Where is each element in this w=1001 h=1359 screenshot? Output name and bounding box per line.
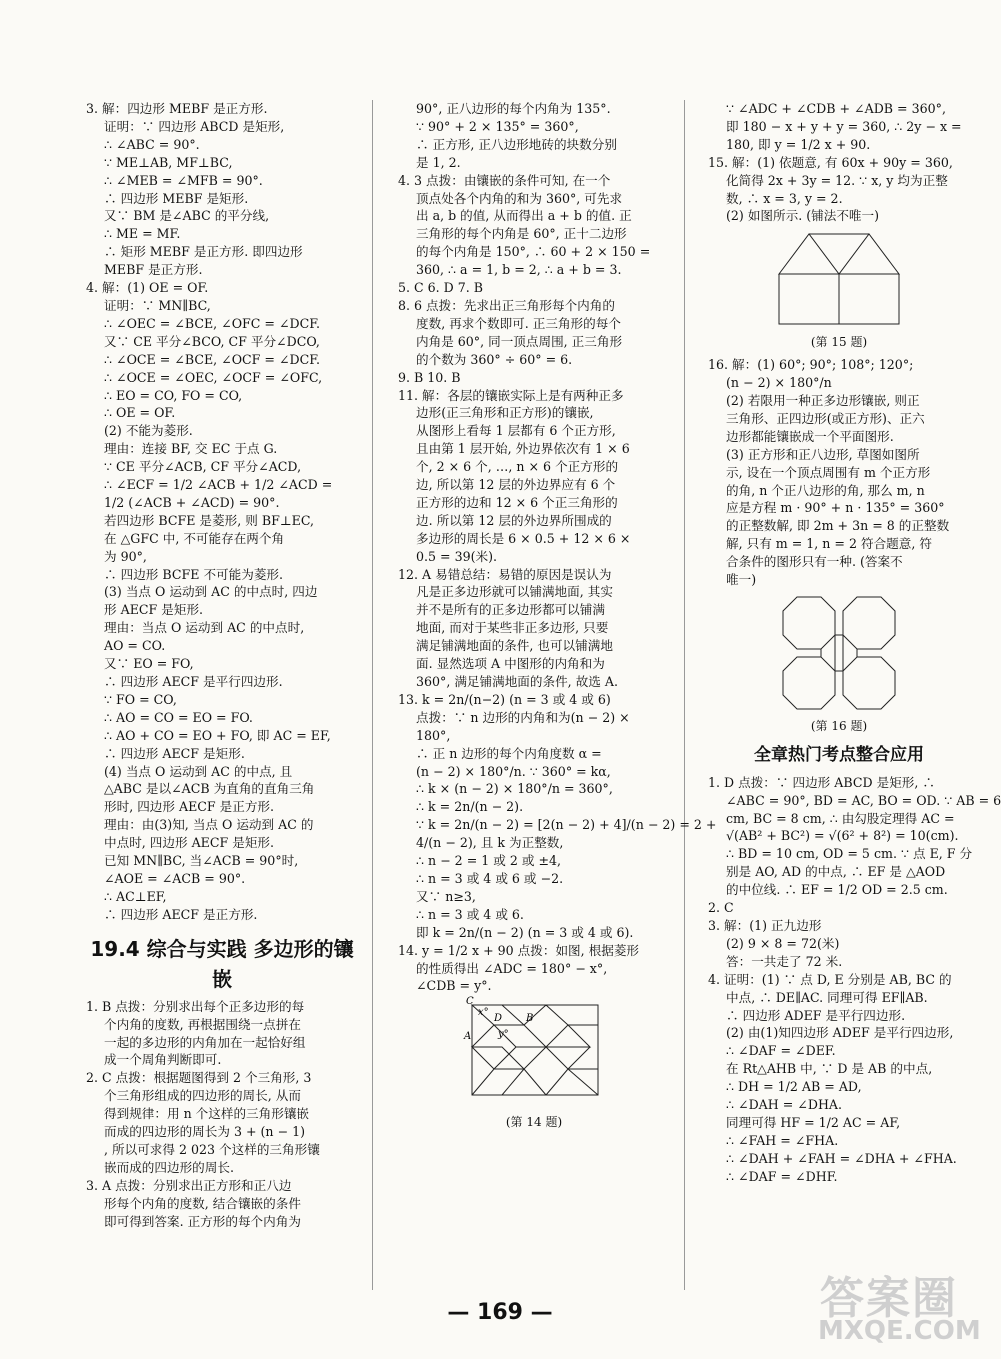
text-line: 数, ∴ x = 3, y = 2.	[726, 190, 843, 206]
fig14-label-x: x°	[478, 1007, 489, 1019]
text-line: 多边形的周长是 6 × 0.5 + 12 × 6 ×	[416, 530, 631, 546]
answers-19-4-cont	[398, 100, 717, 995]
text-line: 别是 AO, AD 的中点, ∴ EF 是 △AOD	[726, 864, 946, 880]
text-line: 化简得 2x + 3y = 12. ∵ x, y 均为正整	[726, 172, 948, 188]
text-line: ∴ ∠ABC = 90°.	[104, 136, 200, 152]
text-line: (2) 若限用一种正多边形镶嵌, 则正	[726, 392, 920, 408]
text-line: AO = CO.	[104, 638, 166, 654]
text-line: 在 △GFC 中, 不可能存在两个角	[104, 530, 285, 546]
text-line: 360, ∴ a = 1, b = 2, ∴ a + b = 3.	[416, 262, 622, 278]
text-line: ∴ 四边形 AECF 是平行四边形.	[104, 674, 283, 689]
column-divider	[372, 100, 373, 1290]
column-middle	[398, 100, 717, 1136]
column-divider	[684, 100, 685, 1290]
text-line: ∴ 正方形, 正八边形地砖的块数分别	[416, 136, 617, 152]
fig14-label-y: y°	[498, 1029, 509, 1041]
section-title: 19.4 综合与实践 多边形的镶嵌	[90, 936, 354, 991]
text-line: ∴ ∠ECF = 1/2 ∠ACB + 1/2 ∠ACD =	[104, 477, 333, 493]
text-line: 16. 解：(1) 60°; 90°; 108°; 120°;	[708, 357, 914, 373]
text-line: ∴ 四边形 BCFE 不可能为菱形.	[104, 566, 284, 582]
text-line: ∴ ME = MF.	[104, 226, 181, 242]
text-line: (2) 如图所示. (铺法不唯一)	[726, 208, 880, 224]
text-line: 形 AECF 是矩形.	[104, 602, 204, 618]
text-line: 中点时, 四边形 AECF 是矩形.	[104, 835, 275, 851]
text-line: 即 k = 2n/(n − 2) (n = 3 或 4 或 6).	[416, 924, 634, 940]
text-line: 为 90°,	[104, 548, 147, 564]
text-line: 正方形的边和 12 × 6 个正三角形的	[416, 494, 618, 510]
page-number: — 169 —	[447, 1300, 553, 1325]
text-line: 8. 6 点拨：先求出正三角形每个内角的	[398, 297, 615, 313]
text-line: 得到规律：用 n 个这样的三角形镶嵌	[104, 1106, 310, 1122]
text-line: 地面, 而对于某些非正多边形, 只要	[416, 620, 609, 636]
text-line: (3) 当点 O 运动到 AC 的中点时, 四边	[104, 584, 318, 600]
watermark-site: MXQE.COM	[818, 1316, 981, 1346]
text-line: ∴ AC⊥EF,	[104, 888, 167, 904]
text-line: 13. k = 2n/(n−2) (n = 3 或 4 或 6)	[398, 691, 611, 707]
text-line: 即 180 − x + y + y = 360, ∴ 2y − x =	[726, 118, 962, 134]
text-line: 又∵ n≥3,	[416, 888, 476, 904]
text-line: ∴ AO = CO = EO = FO.	[104, 709, 253, 725]
text-line: 在 Rt△AHB 中, ∵ D 是 AB 的中点,	[726, 1061, 933, 1077]
text-line: 边形都能镶嵌成一个平面图形.	[726, 428, 894, 444]
text-line: 证明：∵ 四边形 ABCD 是矩形,	[104, 118, 285, 134]
text-line: (n − 2) × 180°/n	[726, 375, 832, 391]
text-line: ∴ 四边形 AECF 是正方形.	[104, 906, 258, 922]
figure-14	[398, 996, 670, 1132]
figure-15	[708, 229, 970, 352]
text-line: 点拨：∵ n 边形的内角和为(n − 2) ×	[416, 709, 630, 725]
text-line: 的个数为 360° ÷ 60° = 6.	[416, 351, 573, 367]
text-line: ∠ABC = 90°, BD = AC, BO = OD. ∵ AB = 6	[726, 792, 1001, 808]
text-line: 15. 解：(1) 依题意, 有 60x + 90y = 360,	[708, 154, 953, 170]
text-line: 180, 即 y = 1/2 x + 90.	[726, 136, 871, 152]
text-line: ∵ ME⊥AB, MF⊥BC,	[104, 154, 233, 170]
text-line: ∴ AO + CO = EO + FO, 即 AC = EF,	[104, 727, 331, 743]
column-left	[86, 100, 358, 1230]
text-line: 凡是正多边形就可以铺满地面, 其实	[416, 584, 613, 600]
text-line: (2) 不能为菱形.	[104, 423, 193, 439]
text-line: ∴ ∠DAH + ∠FAH = ∠DHA + ∠FHA.	[726, 1150, 957, 1166]
text-line: (4) 当点 O 运动到 AC 的中点, 且	[104, 763, 293, 779]
text-line: 唯一)	[726, 572, 757, 588]
text-line: (3) 正方形和正八边形, 草图如图所	[726, 446, 920, 462]
text-line: ∵ k = 2n/(n − 2) = [2(n − 2) + 4]/(n − 2) = 2 +	[416, 817, 717, 833]
text-line: 面. 显然选项 A 中图形的内角和为	[416, 656, 605, 672]
text-line: ∴ 正 n 边形的每个内角度数 α =	[416, 745, 602, 761]
text-line: ∴ ∠OCE = ∠OEC, ∠OCF = ∠OFC,	[104, 369, 323, 385]
text-line: 边. 所以第 12 层的外边界所围成的	[416, 512, 612, 528]
text-line: 1. D 点拨：∵ 四边形 ABCD 是矩形, ∴	[708, 774, 935, 790]
text-line: ∴ 四边形 MEBF 是矩形.	[104, 190, 249, 206]
text-line: 4/(n − 2), 且 k 为正整数,	[416, 835, 564, 851]
text-line: ∴ OE = OF.	[104, 405, 176, 421]
text-line: 1. B 点拨：分别求出每个正多边形的每	[86, 998, 305, 1014]
text-line: 边形(正三角形和正方形)的镶嵌,	[416, 405, 594, 421]
text-line: 2. C	[708, 900, 734, 916]
text-line: ∴ ∠OEC = ∠BCE, ∠OFC = ∠DCF.	[104, 315, 321, 331]
text-line: ∵ CE 平分∠ACB, CF 平分∠ACD,	[104, 459, 302, 475]
text-line: ∴ ∠DAF = ∠DHF.	[726, 1168, 838, 1184]
text-line: 理由：由(3)知, 当点 O 运动到 AC 的	[104, 817, 314, 833]
text-line: 并不是所有的正多边形都可以铺满	[416, 602, 605, 618]
text-line: 已知 MN∥BC, 当∠ACB = 90°时,	[104, 853, 299, 869]
text-line: 一起的多边形的内角加在一起恰好组	[104, 1034, 306, 1050]
text-line: 而成的四边形的周长为 3 + (n − 1)	[104, 1124, 306, 1140]
text-line: (2) 9 × 8 = 72(米)	[726, 935, 840, 951]
text-line: ∴ ∠OCE = ∠BCE, ∠OCF = ∠DCF.	[104, 351, 321, 367]
text-line: 中点, ∴ DE∥AC. 同理可得 EF∥AB.	[726, 989, 928, 1005]
text-line: ∴ 四边形 AECF 是矩形.	[104, 745, 245, 761]
text-line: 4. 证明：(1) ∵ 点 D, E 分别是 AB, BC 的	[708, 971, 952, 987]
answers-16	[708, 356, 970, 589]
text-line: △ABC 是以∠ACB 为直角的直角三角	[104, 781, 315, 797]
text-line: 示, 设在一个顶点周围有 m 个正方形	[726, 464, 931, 480]
section2-title: 全章热门考点整合应用	[754, 744, 924, 765]
text-line: 解, 只有 m = 1, n = 2 符合题意, 符	[726, 536, 932, 552]
text-line: 形时, 四边形 AECF 是正方形.	[104, 799, 275, 815]
text-line: 180°,	[416, 727, 451, 743]
text-line: 2. C 点拨：根据题图得到 2 个三角形, 3	[86, 1070, 312, 1086]
figure-14-caption: (第 14 题)	[505, 1115, 563, 1130]
text-line: ∴ ∠MEB = ∠MFB = 90°.	[104, 172, 263, 188]
text-line: 合条件的图形只有一种. (答案不	[726, 554, 903, 570]
text-line: 又∵ BM 是∠ABC 的平分线,	[104, 208, 270, 224]
text-line: 个内角的度数, 再根据围绕一点拼在	[104, 1016, 301, 1032]
text-line: 若四边形 BCFE 是菱形, 则 BF⊥EC,	[104, 512, 315, 528]
text-line: , 所以可求得 2 023 个这样的三角形镶	[104, 1141, 320, 1157]
text-line: 12. A 易错总结：易错的原因是误认为	[398, 566, 612, 582]
text-line: 满足铺满地面的条件, 也可以铺满地	[416, 638, 613, 654]
text-line: 出 a, b 的值, 从而得出 a + b 的值. 正	[416, 208, 632, 224]
figure-15-caption: (第 15 题)	[810, 335, 868, 350]
fig14-label-d: D	[494, 1013, 503, 1025]
text-line: 理由：当点 O 运动到 AC 的中点时,	[104, 620, 305, 636]
text-line: 11. 解：各层的镶嵌实际上是有两种正多	[398, 387, 624, 403]
text-line: 4. 解：(1) OE = OF.	[86, 280, 209, 296]
figure-16-diagram	[779, 593, 899, 713]
text-line: 3. 解：(1) 正九边形	[708, 918, 822, 933]
text-line: ∴ k = 2n/(n − 2).	[416, 799, 524, 815]
text-line: MEBF 是正方形.	[104, 262, 203, 278]
text-line: (n − 2) × 180°/n. ∵ 360° = kα,	[416, 763, 611, 779]
text-line: 的角, n 个正八边形的角, 那么 m, n	[726, 482, 925, 498]
fig14-label-a: A	[464, 1031, 472, 1043]
text-line: 5. C 6. D 7. B	[398, 280, 484, 296]
text-line: 的每个内角是 150°, ∴ 60 + 2 × 150 =	[416, 244, 651, 260]
text-line: 且由第 1 层开始, 外边界依次有 1 × 6	[416, 441, 630, 457]
text-line: ∴ EO = CO, FO = CO,	[104, 387, 243, 403]
text-line: 三角形的每个内角是 60°, 正十二边形	[416, 226, 627, 242]
text-line: ∵ ∠ADC + ∠CDB + ∠ADB = 360°,	[726, 101, 946, 116]
answers-19-3	[86, 100, 358, 924]
text-line: 0.5 = 39(米).	[416, 548, 498, 564]
text-line: 答：一共走了 72 米.	[726, 953, 843, 969]
figure-16	[708, 593, 970, 736]
answers-19-4	[86, 998, 358, 1231]
text-line: 9. B 10. B	[398, 369, 461, 385]
text-line: 三角形、正四边形(或正方形)、正六	[726, 410, 925, 426]
text-line: 从图形上看每 1 层都有 6 个正方形,	[416, 423, 616, 439]
text-line: ∴ ∠DAF = ∠DEF.	[726, 1043, 836, 1059]
figure-15-diagram	[774, 229, 904, 329]
watermark-logo: 答案圈	[820, 1273, 958, 1324]
text-line: 的中位线. ∴ EF = 1/2 OD = 2.5 cm.	[726, 882, 948, 898]
text-line: 3. A 点拨：分别求出正方形和正八边	[86, 1177, 292, 1193]
text-line: ∴ 矩形 MEBF 是正方形. 即四边形	[104, 244, 303, 260]
column-right	[708, 100, 1001, 1186]
text-line: 形每个内角的度数, 结合镶嵌的条件	[104, 1195, 301, 1211]
text-line: 个三角形组成的四边形的周长, 从而	[104, 1088, 301, 1104]
text-line: ∴ n − 2 = 1 或 2 或 ±4,	[416, 853, 562, 869]
text-line: ∴ ∠DAH = ∠DHA.	[726, 1097, 843, 1113]
text-line: ∵ 90° + 2 × 135° = 360°,	[416, 118, 579, 134]
text-line: ∠CDB = y°.	[416, 978, 492, 994]
text-line: 内角是 60°, 同一顶点周围, 正三角形	[416, 333, 623, 349]
text-line: 的性质得出 ∠ADC = 180° − x°,	[416, 960, 608, 976]
text-line: 的正整数解, 即 2m + 3n = 8 的正整数	[726, 518, 950, 534]
text-line: ∵ FO = CO,	[104, 691, 177, 707]
text-line: 14. y = 1/2 x + 90 点拨：如图, 根据菱形	[398, 942, 640, 958]
text-line: ∴ 四边形 ADEF 是平行四边形.	[726, 1007, 906, 1023]
text-line: 应是方程 m · 90° + n · 135° = 360°	[726, 500, 945, 516]
text-line: 边, 所以第 12 层的外边界应有 6 个	[416, 477, 616, 493]
text-line: ∴ n = 3 或 4 或 6 或 −2.	[416, 870, 564, 886]
text-line: √(AB² + BC²) = √(6² + 8²) = 10(cm).	[726, 828, 959, 844]
text-line: 度数, 再求个数即可. 正三角形的每个	[416, 315, 621, 331]
text-line: 又∵ CE 平分∠BCO, CF 平分∠DCO,	[104, 333, 320, 349]
figure-16-caption: (第 16 题)	[810, 718, 868, 733]
text-line: ∴ n = 3 或 4 或 6.	[416, 906, 524, 922]
text-line: 又∵ EO = FO,	[104, 656, 194, 672]
text-line: 理由：连接 BF, 交 EC 于点 G.	[104, 441, 278, 457]
answers-15	[708, 100, 970, 225]
text-line: 是 1, 2.	[416, 154, 461, 170]
text-line: 即可得到答案. 正方形的每个内角为	[104, 1213, 301, 1229]
fig14-label-b: B	[526, 1013, 534, 1025]
text-line: 个, 2 × 6 个, …, n × 6 个正方形的	[416, 459, 619, 475]
text-line: 证明：∵ MN∥BC,	[104, 297, 211, 313]
text-line: ∴ k × (n − 2) × 180°/n = 360°,	[416, 781, 613, 797]
text-line: 嵌而成的四边形的周长.	[104, 1159, 234, 1175]
text-line: cm, BC = 8 cm, ∴ 由勾股定理得 AC =	[726, 810, 955, 826]
text-line: 1/2 (∠ACB + ∠ACD) = 90°.	[104, 494, 280, 510]
answers-chapter	[708, 774, 1001, 1186]
figure-14-diagram	[464, 996, 604, 1109]
text-line: 顶点处各个内角的和为 360°, 可先求	[416, 190, 623, 206]
fig14-label-c: C	[466, 996, 474, 1008]
text-line: ∠AOE = ∠ACB = 90°.	[104, 870, 246, 886]
text-line: 360°, 满足铺满地面的条件, 故选 A.	[416, 674, 618, 689]
text-line: 3. 解：四边形 MEBF 是正方形.	[86, 101, 268, 116]
text-line: 90°, 正八边形的每个内角为 135°.	[416, 101, 611, 116]
text-line: 4. 3 点拨：由镶嵌的条件可知, 在一个	[398, 172, 611, 188]
text-line: ∴ DH = 1/2 AB = AD,	[726, 1079, 862, 1095]
text-line: 同理可得 HF = 1/2 AC = AF,	[726, 1114, 901, 1130]
text-line: ∴ ∠FAH = ∠FHA.	[726, 1132, 839, 1148]
text-line: 成一个周角判断即可.	[104, 1052, 222, 1068]
text-line: (2) 由(1)知四边形 ADEF 是平行四边形,	[726, 1025, 954, 1041]
text-line: ∴ BD = 10 cm, OD = 5 cm. ∵ 点 E, F 分	[726, 846, 973, 862]
